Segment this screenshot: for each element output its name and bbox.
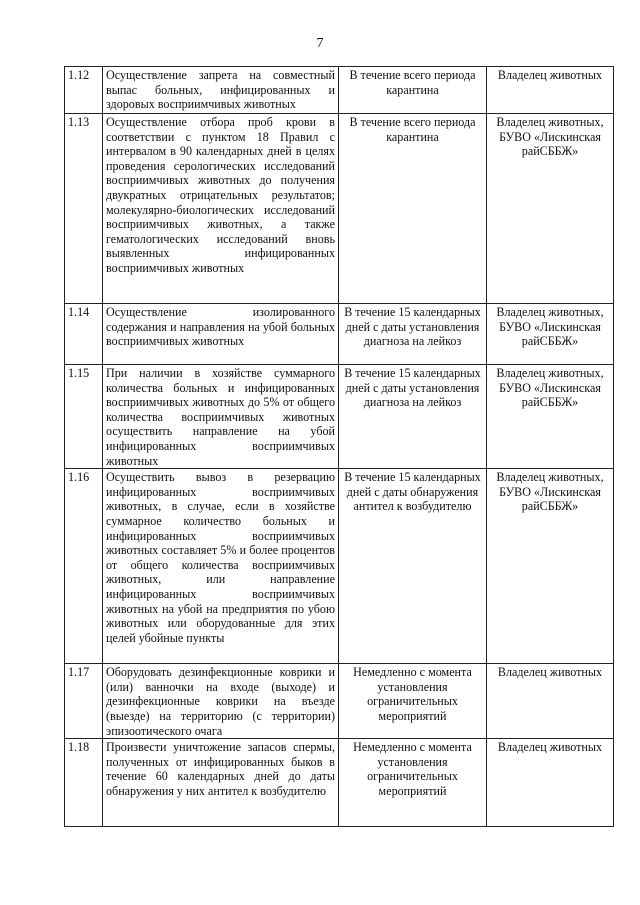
row-number: 1.16 (65, 469, 103, 664)
measure-cell: Оборудовать дезинфекционные коврики и (или) ванночки на входе (выходе) и дезинфекционные коврики на въезде (выезде) на территорию (с территории) эпизоотического очага (103, 664, 339, 739)
measure-cell: Осуществление запрета на совместный выпас больных, инфицированных и здоровых восприимчивых животных (103, 67, 339, 114)
term-cell: В течение 15 календарных дней с даты установления диагноза на лейкоз (339, 365, 487, 469)
table-row (65, 67, 614, 114)
term-cell: В течение всего периода карантина (339, 114, 487, 304)
term-cell: Немедленно с момента установления ограничительных мероприятий (339, 739, 487, 827)
row-number: 1.13 (65, 114, 103, 304)
term-cell: В течение 15 календарных дней с даты обнаружения антител к возбудителю (339, 469, 487, 664)
responsible-cell: Владелец животных (487, 739, 614, 827)
table-row (65, 664, 614, 739)
row-number: 1.18 (65, 739, 103, 827)
table-row (65, 739, 614, 827)
responsible-cell: Владелец животных, БУВО «Лискинская райСББЖ» (487, 469, 614, 664)
measure-cell: Осуществление отбора проб крови в соответствии с пунктом 18 Правил с интервалом в 90 календарных дней в целях проведения серологических исследований восприимчивых животных до получения двукратных отрицательных результатов; молекулярно-биологических исследований восприимчивых животных, а также гематологических исследований вновь выявленных инфицированных восприимчивых животных (103, 114, 339, 304)
measure-cell: Осуществление изолированного содержания и направления на убой больных восприимчивых животных (103, 304, 339, 365)
table-row (65, 304, 614, 365)
responsible-cell: Владелец животных, БУВО «Лискинская райСББЖ» (487, 304, 614, 365)
term-cell: Немедленно с момента установления ограничительных мероприятий (339, 664, 487, 739)
row-number: 1.15 (65, 365, 103, 469)
table-row (65, 469, 614, 664)
page-number: 7 (316, 36, 324, 51)
table-row (65, 114, 614, 304)
row-number: 1.12 (65, 67, 103, 114)
term-cell: В течение 15 календарных дней с даты установления диагноза на лейкоз (339, 304, 487, 365)
responsible-cell: Владелец животных, БУВО «Лискинская райСББЖ» (487, 365, 614, 469)
measure-cell: При наличии в хозяйстве суммарного количества больных и инфицированных восприимчивых животных до 5% от общего количества восприимчивых животных осуществить направление на убой инфицированных восприимчивых животных (103, 365, 339, 469)
table-row (65, 365, 614, 469)
measure-cell: Произвести уничтожение запасов спермы, полученных от инфицированных быков в течение 60 календарных дней до даты обнаружения у них антител к возбудителю (103, 739, 339, 827)
responsible-cell: Владелец животных (487, 67, 614, 114)
row-number: 1.14 (65, 304, 103, 365)
measures-table (64, 66, 614, 827)
measure-cell: Осуществить вывоз в резервацию инфицированных восприимчивых животных, в случае, если в хозяйстве суммарное количество больных и инфицированных восприимчивых животных составляет 5% и более процентов от общего количества восприимчивых животных, или направление инфицированных восприимчивых животных на убой на предприятия по убою животных или оборудованные для этих целей убойные пункты (103, 469, 339, 664)
term-cell: В течение всего периода карантина (339, 67, 487, 114)
row-number: 1.17 (65, 664, 103, 739)
responsible-cell: Владелец животных (487, 664, 614, 739)
responsible-cell: Владелец животных, БУВО «Лискинская райСББЖ» (487, 114, 614, 304)
